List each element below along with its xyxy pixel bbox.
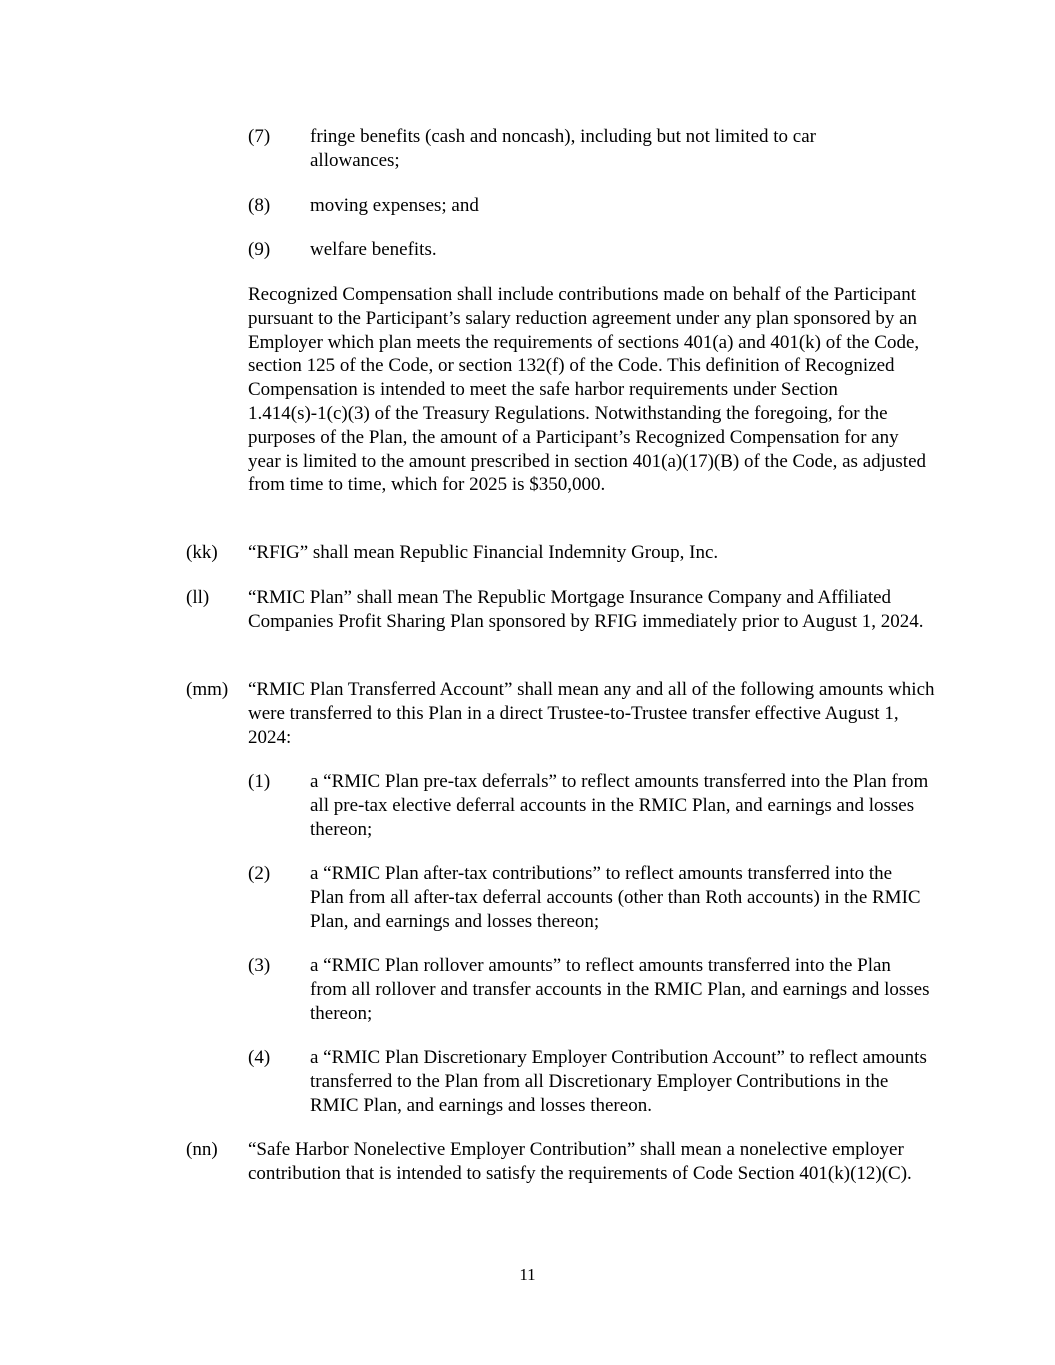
definition-ll-text: “RMIC Plan” shall mean The Republic Mortgage Insurance Company and Affiliated Companies Profit Sharing Plan sponsored by RFIG immediately prior to August 1, 2024. — [248, 587, 924, 632]
item-9-text: welfare benefits. — [310, 239, 437, 260]
page-number: 11 — [519, 1265, 536, 1284]
item-7-label: (7) — [248, 126, 271, 147]
item-8-label: (8) — [248, 195, 271, 216]
definition-ll-label: (ll) — [186, 587, 210, 608]
item-8-text: moving expenses; and — [310, 195, 479, 216]
definition-kk-label: (kk) — [186, 542, 218, 563]
mm-subitem-4-text: a “RMIC Plan Discretionary Employer Contribution Account” to reflect amounts transferred to the Plan from all Discretionary Employer Contributions in the RMIC Plan, and earnings and losses thereon. — [310, 1047, 927, 1116]
item-9-label: (9) — [248, 239, 271, 260]
mm-subitem-2-text: a “RMIC Plan after-tax contributions” to reflect amounts transferred into the Plan from all after-tax deferral accounts (other than Roth accounts) in the RMIC Plan, and earnings and losses thereon; — [310, 863, 921, 932]
definition-nn-text: “Safe Harbor Nonelective Employer Contribution” shall mean a nonelective employer contribution that is intended to satisfy the requirements of Code Section 401(k)(12)(C). — [248, 1139, 912, 1184]
definition-mm-label: (mm) — [186, 679, 229, 700]
mm-subitem-3-text: a “RMIC Plan rollover amounts” to reflect amounts transferred into the Plan from all rollover and transfer accounts in the RMIC Plan, and earnings and losses thereon; — [310, 955, 930, 1024]
definition-nn-label: (nn) — [186, 1139, 218, 1160]
definition-kk-text: “RFIG” shall mean Republic Financial Indemnity Group, Inc. — [248, 542, 719, 563]
mm-subitem-4-label: (4) — [248, 1047, 271, 1068]
mm-subitem-1-label: (1) — [248, 771, 271, 792]
mm-subitem-2-label: (2) — [248, 863, 271, 884]
definition-mm-text: “RMIC Plan Transferred Account” shall mean any and all of the following amounts which were transferred to this Plan in a direct Trustee-to-Trustee transfer effective August 1, 2024: — [248, 679, 935, 748]
mm-subitem-3-label: (3) — [248, 955, 271, 976]
mm-subitem-1-text: a “RMIC Plan pre-tax deferrals” to reflect amounts transferred into the Plan from all pre-tax elective deferral accounts in the RMIC Plan, and earnings and losses thereon; — [310, 771, 929, 840]
item-7-text: fringe benefits (cash and noncash), including but not limited to car allowances; — [310, 126, 816, 171]
recognized-compensation-paragraph: Recognized Compensation shall include contributions made on behalf of the Participant pursuant to the Participant’s salary reduction agreement under any plan sponsored by an Employer which plan meets the requirements of sections 401(a) and 401(k) of the Code, section 125 of the Code, or section 132(f) of the Code. This definition of Recognized Compensation is intended to meet the safe harbor requirements under Section 1.414(s)-1(c)(3) of the Treasury Regulations. Notwithstanding the foregoing, for the purposes of the Plan, the amount of a Participant’s Recognized Compensation for any year is limited to the amount prescribed in section 401(a)(17)(B) of the Code, as adjusted from time to time, which for 2025 is $350,000. — [248, 284, 927, 496]
